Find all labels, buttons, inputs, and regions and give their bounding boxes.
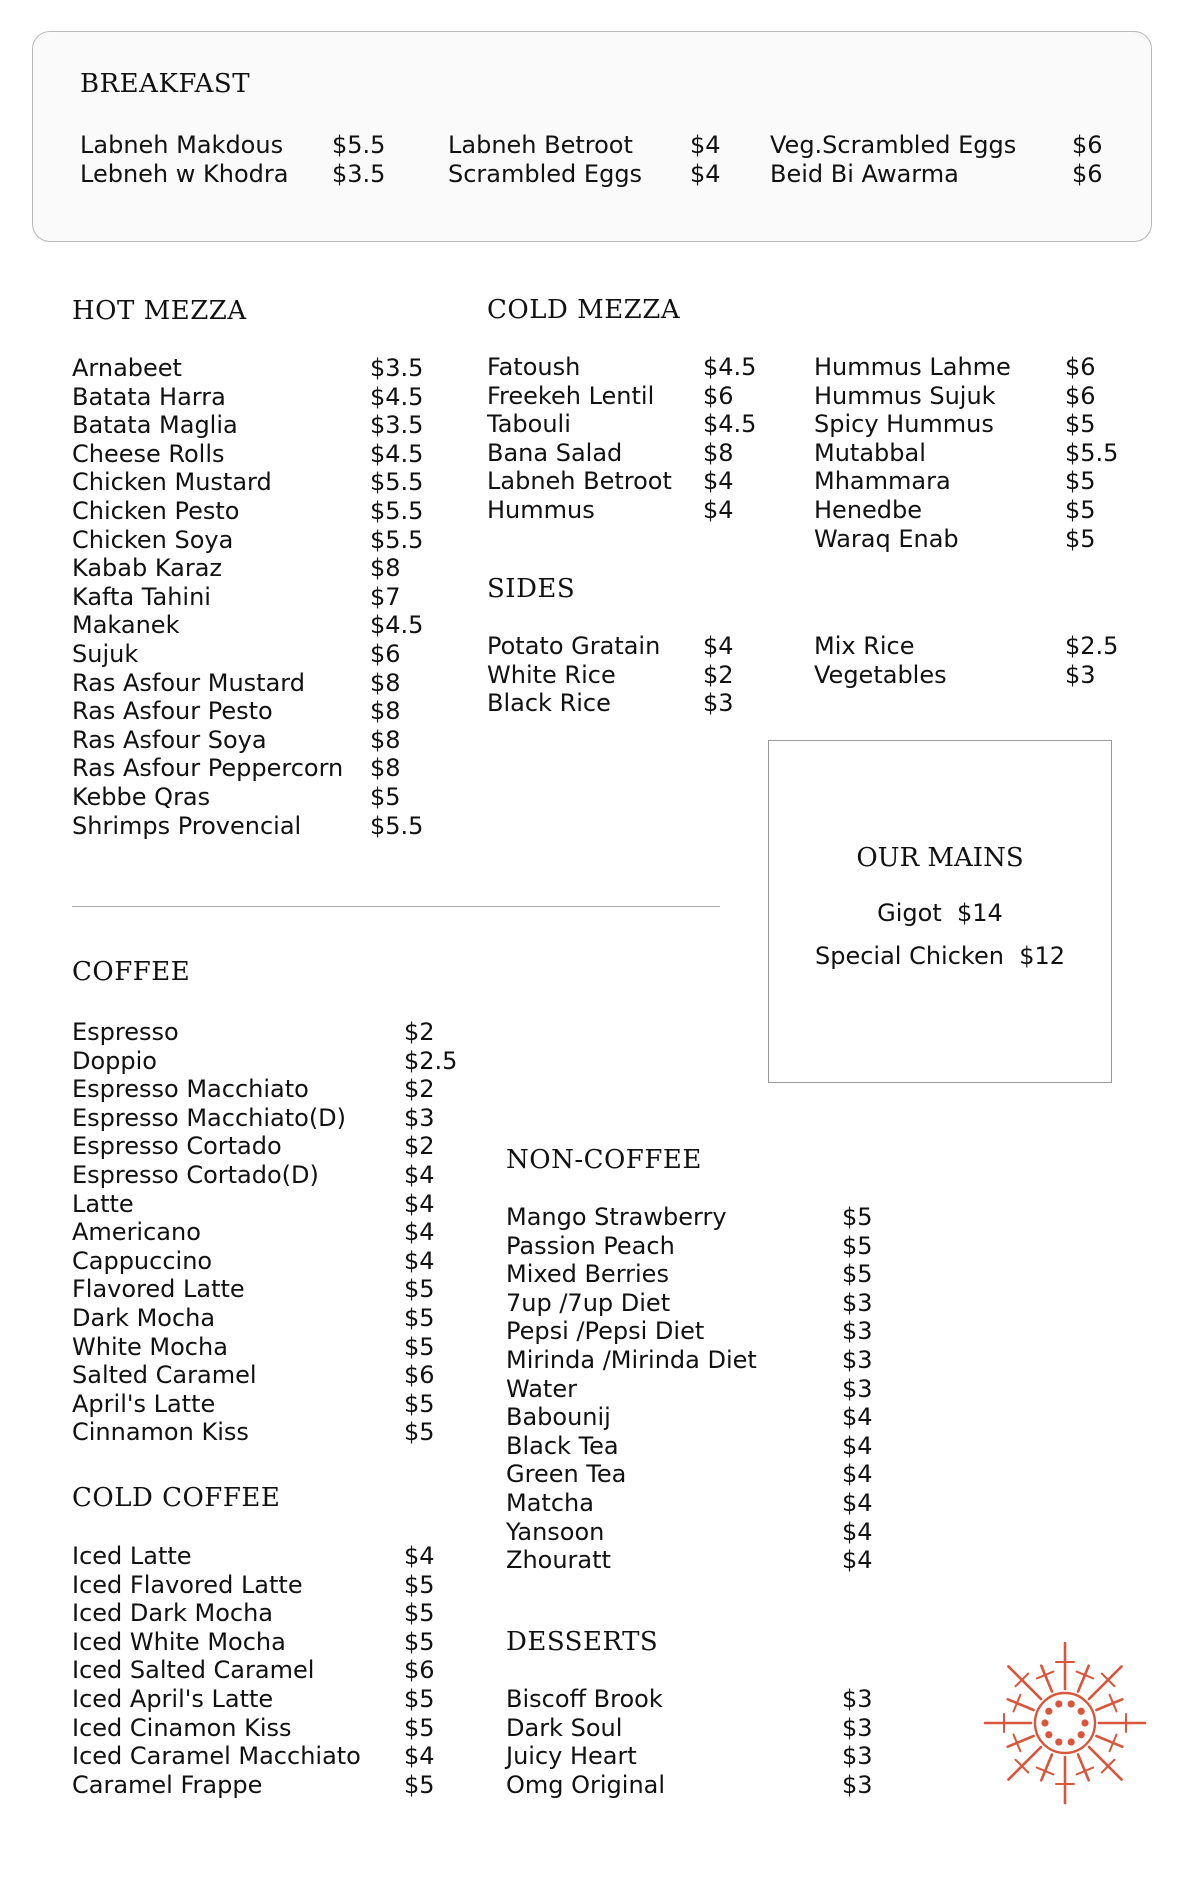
menu-item	[487, 467, 767, 496]
menu-item-name: Passion Peach	[506, 1231, 675, 1260]
menu-item-price: $4.5	[370, 439, 424, 468]
menu-item	[72, 1571, 472, 1600]
menu-item	[80, 131, 400, 160]
logo-mark	[1096, 1736, 1122, 1747]
menu-item-price: $4	[404, 1246, 435, 1275]
menu-item-name: Mix Rice	[814, 632, 915, 660]
menu-item-name: Lebneh w Khodra	[80, 159, 289, 188]
menu-item-name: Beid Bi Awarma	[770, 159, 959, 188]
menu-item-price: $2.5	[1065, 632, 1119, 660]
logo-mark	[1041, 1666, 1052, 1692]
menu-item-name: Cappuccino	[72, 1246, 213, 1275]
menu-item-price: $8	[703, 438, 734, 467]
menu-item-name: Latte	[72, 1189, 134, 1218]
cold-coffee-list	[72, 1542, 472, 1799]
logo-mark	[1096, 1699, 1122, 1710]
cold-coffee-title: COLD COFFEE	[72, 1483, 281, 1513]
menu-item	[80, 160, 400, 189]
menu-item-name: Caramel Frappe	[72, 1770, 263, 1799]
menu-item-price: $7	[370, 582, 401, 611]
menu-item	[506, 1685, 906, 1714]
menu-item-price: $3	[842, 1685, 873, 1713]
menu-item-name: Vegetables	[814, 660, 947, 689]
menu-item-name: Yansoon	[506, 1517, 605, 1546]
menu-item-name: Arnabeet	[72, 354, 182, 382]
menu-item-name: Iced White Mocha	[72, 1627, 286, 1656]
menu-item	[72, 1018, 472, 1047]
menu-item	[72, 726, 432, 755]
menu-item-price: $2	[404, 1018, 435, 1046]
logo-mark	[1068, 1700, 1075, 1707]
menu-item-price: $5.5	[370, 525, 424, 554]
menu-item-price: $3	[842, 1713, 873, 1742]
menu-item-name: Dark Soul	[506, 1713, 623, 1742]
menu-item-name: Henedbe	[814, 495, 923, 524]
cold-mezza-list-left	[487, 353, 767, 525]
menu-item-name: Cheese Rolls	[72, 439, 225, 468]
menu-item-price: $5	[404, 1570, 435, 1599]
menu-item-price: $3	[703, 689, 734, 718]
menu-item	[72, 583, 432, 612]
menu-item-price: $4	[404, 1742, 435, 1771]
coffee-title: COFFEE	[72, 957, 191, 987]
menu-item-name: Hummus Sujuk	[814, 381, 996, 410]
menu-item-price: $6	[703, 381, 734, 410]
menu-item-name: Espresso Cortado(D)	[72, 1160, 319, 1189]
sides-title: SIDES	[487, 574, 576, 604]
menu-item-name: Chicken Mustard	[72, 468, 272, 497]
menu-item-name: Matcha	[506, 1488, 594, 1517]
menu-item	[72, 1104, 472, 1133]
menu-item	[506, 1317, 906, 1346]
menu-item-name: Mixed Berries	[506, 1260, 669, 1289]
menu-item-name: 7up /7up Diet	[506, 1288, 671, 1317]
menu-item-name: Water	[506, 1374, 577, 1403]
menu-item	[72, 497, 432, 526]
menu-item	[72, 1656, 472, 1685]
non-coffee-list	[506, 1203, 906, 1575]
menu-item-name: Espresso Macchiato	[72, 1075, 309, 1104]
menu-item	[72, 1418, 472, 1447]
menu-item-name: Biscoff Brook	[506, 1685, 663, 1713]
logo-mark	[1045, 1731, 1052, 1738]
menu-item	[814, 525, 1144, 554]
menu-item-price: $6	[1072, 131, 1103, 159]
menu-item	[72, 1390, 472, 1419]
menu-item	[72, 1075, 472, 1104]
menu-item	[72, 754, 432, 783]
menu-item-name: Kabab Karaz	[72, 554, 223, 583]
menu-item-price: $3.5	[370, 354, 424, 382]
logo-mark	[1008, 1666, 1041, 1699]
menu-item	[506, 1546, 906, 1575]
menu-item	[506, 1289, 906, 1318]
menu-item	[72, 1047, 472, 1076]
menu-item-name: Iced Cinamon Kiss	[72, 1713, 292, 1742]
menu-item	[506, 1742, 906, 1771]
menu-item-price: $5.5	[370, 811, 424, 840]
menu-item-price: $5.5	[1065, 438, 1119, 467]
menu-item-price: $3.5	[332, 159, 386, 188]
menu-item-name: Black Tea	[506, 1431, 619, 1460]
menu-item-price: $3	[842, 1317, 873, 1346]
menu-item-price: $3	[842, 1345, 873, 1374]
menu-item-price: $4	[690, 159, 721, 188]
logo-mark	[1078, 1731, 1085, 1738]
menu-item	[487, 632, 767, 661]
menu-item	[448, 131, 748, 160]
menu-item-price: $5	[370, 782, 401, 811]
menu-item-name: Cinnamon Kiss	[72, 1418, 249, 1447]
menu-item-name: Pepsi /Pepsi Diet	[506, 1317, 705, 1346]
menu-item	[814, 382, 1144, 411]
menu-item-price: $5	[404, 1303, 435, 1332]
menu-item-name: Ras Asfour Pesto	[72, 697, 273, 726]
menu-item-price: $5	[404, 1418, 435, 1447]
menu-item-name: Iced Latte	[72, 1542, 192, 1570]
menu-item	[72, 783, 432, 812]
logo-mark	[1055, 1700, 1062, 1707]
menu-item-price: $6	[370, 639, 401, 668]
menu-item-price: $5	[404, 1389, 435, 1418]
menu-item	[506, 1232, 906, 1261]
menu-item	[72, 1333, 472, 1362]
menu-item	[72, 669, 432, 698]
menu-item	[72, 1132, 472, 1161]
menu-item-name: Spicy Hummus	[814, 410, 994, 439]
menu-item-price: $5	[404, 1332, 435, 1361]
menu-item-price: $5	[842, 1231, 873, 1260]
menu-item-price: $3	[404, 1103, 435, 1132]
menu-item	[72, 1190, 472, 1219]
menu-item-price: $6	[404, 1361, 435, 1390]
menu-item	[487, 689, 767, 718]
menu-item	[72, 1247, 472, 1276]
desserts-title: DESSERTS	[506, 1627, 659, 1657]
menu-item	[72, 354, 432, 383]
mains-item	[769, 899, 1111, 927]
menu-item-price: $2	[404, 1075, 435, 1104]
menu-item-name: Babounij	[506, 1403, 611, 1432]
menu-item	[814, 439, 1144, 468]
mains-item-name: Special Chicken	[814, 942, 1004, 970]
mains-item	[769, 942, 1111, 970]
menu-item-name: Mutabbal	[814, 438, 926, 467]
menu-item	[506, 1460, 906, 1489]
cold-mezza-list-right	[814, 353, 1144, 553]
menu-item-name: Fatoush	[487, 353, 581, 381]
menu-item-name: Chicken Pesto	[72, 496, 240, 525]
menu-item	[72, 1685, 472, 1714]
menu-item-name: Waraq Enab	[814, 524, 959, 553]
menu-item	[72, 1304, 472, 1333]
logo-mark	[1089, 1747, 1122, 1780]
menu-item	[72, 1714, 472, 1743]
menu-item-price: $5	[1065, 495, 1096, 524]
menu-item	[72, 383, 432, 412]
menu-item-price: $5	[404, 1627, 435, 1656]
menu-item-price: $4.5	[703, 410, 757, 439]
menu-item	[770, 131, 1110, 160]
breakfast-column-3	[770, 131, 1110, 188]
menu-item-name: White Mocha	[72, 1332, 228, 1361]
hot-mezza-list	[72, 354, 432, 840]
menu-item-name: Tabouli	[487, 410, 571, 439]
menu-item-price: $8	[370, 554, 401, 583]
menu-item-name: Iced Caramel Macchiato	[72, 1742, 361, 1771]
logo-mark	[1055, 1738, 1062, 1745]
menu-item-name: Ras Asfour Mustard	[72, 668, 305, 697]
menu-item-price: $4.5	[703, 353, 757, 381]
menu-item-price: $8	[370, 668, 401, 697]
menu-item-name: Kafta Tahini	[72, 582, 211, 611]
menu-item-price: $5	[842, 1260, 873, 1289]
logo-mark	[1041, 1719, 1048, 1726]
menu-item	[72, 526, 432, 555]
menu-item-price: $4	[404, 1189, 435, 1218]
logo-mark	[1078, 1754, 1089, 1780]
menu-item-name: Sujuk	[72, 639, 139, 668]
menu-item-name: Labneh Makdous	[80, 131, 284, 159]
logo-mark	[1078, 1666, 1089, 1692]
menu-item-price: $5.5	[370, 468, 424, 497]
menu-item-name: Veg.Scrambled Eggs	[770, 131, 1017, 159]
menu-item	[487, 439, 767, 468]
menu-item	[814, 410, 1144, 439]
menu-item-name: Mango Strawberry	[506, 1203, 727, 1231]
menu-item-price: $5	[842, 1203, 873, 1231]
menu-item-name: Doppio	[72, 1046, 157, 1075]
menu-item-price: $3	[842, 1742, 873, 1771]
menu-item-price: $5	[404, 1684, 435, 1713]
cold-mezza-title: COLD MEZZA	[487, 295, 681, 325]
menu-item-name: Hummus Lahme	[814, 353, 1011, 381]
menu-item-price: $6	[1072, 159, 1103, 188]
menu-item-name: Americano	[72, 1218, 201, 1247]
menu-item-price: $8	[370, 697, 401, 726]
menu-item	[487, 496, 767, 525]
menu-item-price: $4	[842, 1546, 873, 1575]
menu-item-name: Iced April's Latte	[72, 1684, 274, 1713]
menu-item-price: $4	[703, 467, 734, 496]
logo-mark	[1008, 1747, 1041, 1780]
menu-item-price: $2	[404, 1132, 435, 1161]
logo-mark	[1081, 1719, 1088, 1726]
menu-item	[506, 1403, 906, 1432]
non-coffee-title: NON-COFFEE	[506, 1145, 702, 1175]
menu-item	[72, 440, 432, 469]
menu-item	[506, 1432, 906, 1461]
menu-item-name: Labneh Betroot	[487, 467, 672, 496]
menu-item-price: $4	[703, 495, 734, 524]
menu-item-price: $5	[1065, 467, 1096, 496]
menu-item-name: Hummus	[487, 495, 595, 524]
mains-section	[768, 740, 1112, 1083]
mains-item-price: $14	[957, 899, 1003, 927]
menu-item	[814, 467, 1144, 496]
menu-item-price: $4	[703, 632, 734, 660]
menu-item	[72, 1275, 472, 1304]
menu-item	[506, 1375, 906, 1404]
menu-item-name: Ras Asfour Peppercorn	[72, 754, 344, 783]
menu-item	[72, 1771, 472, 1800]
logo-mark	[1041, 1754, 1052, 1780]
menu-item	[814, 632, 1144, 661]
logo-mark	[1078, 1708, 1085, 1715]
menu-item	[72, 468, 432, 497]
menu-item-price: $5	[1065, 410, 1096, 439]
menu-item-name: Scrambled Eggs	[448, 159, 643, 188]
menu-item	[506, 1518, 906, 1547]
menu-item-name: Potato Gratain	[487, 632, 661, 660]
menu-item	[487, 661, 767, 690]
menu-item	[72, 697, 432, 726]
menu-item	[487, 382, 767, 411]
menu-item-price: $6	[404, 1656, 435, 1685]
menu-item	[506, 1489, 906, 1518]
menu-item-name: Iced Dark Mocha	[72, 1599, 273, 1628]
menu-item	[506, 1203, 906, 1232]
menu-item-name: White Rice	[487, 660, 616, 689]
menu-item	[72, 1218, 472, 1247]
menu-item-name: Makanek	[72, 611, 180, 640]
menu-item	[814, 353, 1144, 382]
menu-item-price: $8	[370, 725, 401, 754]
menu-item	[814, 661, 1144, 690]
menu-item	[72, 1599, 472, 1628]
menu-item-price: $4	[404, 1160, 435, 1189]
sides-list-left	[487, 632, 767, 718]
menu-item	[487, 410, 767, 439]
sides-list-right	[814, 632, 1144, 689]
menu-item-price: $5.5	[332, 131, 386, 159]
menu-item-name: Batata Maglia	[72, 411, 238, 440]
menu-item-name: Salted Caramel	[72, 1361, 257, 1390]
menu-item-price: $4	[842, 1517, 873, 1546]
mains-item-price: $12	[1019, 942, 1066, 970]
menu-item-price: $3	[842, 1374, 873, 1403]
menu-item-price: $3	[1065, 660, 1096, 689]
menu-item-name: Shrimps Provencial	[72, 811, 302, 840]
coffee-list	[72, 1018, 472, 1447]
breakfast-column-1	[80, 131, 400, 188]
menu-item-name: Espresso Macchiato(D)	[72, 1103, 347, 1132]
menu-item-price: $3	[842, 1770, 873, 1799]
menu-item-price: $3	[842, 1288, 873, 1317]
menu-item-price: $6	[1065, 353, 1096, 381]
menu-item-name: Black Rice	[487, 689, 611, 718]
section-divider	[72, 906, 720, 907]
menu-item	[506, 1714, 906, 1743]
menu-item-name: April's Latte	[72, 1389, 216, 1418]
menu-item-name: Iced Flavored Latte	[72, 1570, 303, 1599]
menu-item	[72, 812, 432, 841]
mains-item-name: Gigot	[877, 899, 942, 927]
menu-item	[487, 353, 767, 382]
menu-item-price: $2	[703, 660, 734, 689]
menu-item	[72, 1742, 472, 1771]
logo-mark	[1008, 1699, 1034, 1710]
desserts-list	[506, 1685, 906, 1799]
menu-item-name: Batata Harra	[72, 382, 226, 411]
menu-item-name: Juicy Heart	[506, 1742, 637, 1771]
menu-item-name: Zhouratt	[506, 1546, 611, 1575]
menu-item-name: Iced Salted Caramel	[72, 1656, 315, 1685]
menu-item-price: $4	[842, 1431, 873, 1460]
menu-item	[448, 160, 748, 189]
breakfast-column-2	[448, 131, 748, 188]
menu-item-price: $3.5	[370, 411, 424, 440]
breakfast-title: BREAKFAST	[80, 69, 251, 99]
menu-item-price: $2.5	[404, 1046, 458, 1075]
menu-item-name: Flavored Latte	[72, 1275, 245, 1304]
menu-item-price: $4	[404, 1542, 435, 1570]
menu-item	[72, 1361, 472, 1390]
menu-item-price: $4	[404, 1218, 435, 1247]
sun-burst-logo-icon	[980, 1638, 1150, 1808]
menu-item-price: $5	[404, 1770, 435, 1799]
menu-item-price: $6	[1065, 381, 1096, 410]
menu-item-name: Freekeh Lentil	[487, 381, 655, 410]
menu-item-name: Green Tea	[506, 1460, 627, 1489]
menu-item-price: $4.5	[370, 382, 424, 411]
menu-item-name: Mirinda /Mirinda Diet	[506, 1345, 757, 1374]
menu-item	[72, 1628, 472, 1657]
menu-item-price: $4	[690, 131, 721, 159]
menu-item	[814, 496, 1144, 525]
menu-item	[72, 554, 432, 583]
menu-item-name: Chicken Soya	[72, 525, 234, 554]
logo-mark	[1045, 1708, 1052, 1715]
menu-item	[72, 611, 432, 640]
menu-item-price: $5	[404, 1713, 435, 1742]
menu-item-price: $8	[370, 754, 401, 783]
menu-item	[72, 1161, 472, 1190]
menu-item-price: $4.5	[370, 611, 424, 640]
menu-item-name: Bana Salad	[487, 438, 623, 467]
menu-item-name: Ras Asfour Soya	[72, 725, 267, 754]
menu-item	[506, 1260, 906, 1289]
logo-mark	[1008, 1736, 1034, 1747]
menu-item	[72, 411, 432, 440]
menu-item	[770, 160, 1110, 189]
logo-mark	[1068, 1738, 1075, 1745]
menu-item-price: $4	[842, 1488, 873, 1517]
menu-item-price: $5.5	[370, 496, 424, 525]
menu-item-price: $5	[404, 1599, 435, 1628]
menu-item	[506, 1771, 906, 1800]
menu-item-name: Omg Original	[506, 1770, 666, 1799]
menu-item	[72, 640, 432, 669]
menu-item-price: $5	[1065, 524, 1096, 553]
hot-mezza-title: HOT MEZZA	[72, 296, 247, 326]
menu-item-price: $4	[842, 1403, 873, 1432]
logo-mark	[1089, 1666, 1122, 1699]
menu-item-price: $5	[404, 1275, 435, 1304]
menu-item	[72, 1542, 472, 1571]
menu-item-name: Mhammara	[814, 467, 951, 496]
menu-item-name: Dark Mocha	[72, 1303, 216, 1332]
menu-item-price: $4	[842, 1460, 873, 1489]
menu-item-name: Labneh Betroot	[448, 131, 633, 159]
menu-item-name: Espresso	[72, 1018, 179, 1046]
menu-item	[506, 1346, 906, 1375]
menu-item-name: Espresso Cortado	[72, 1132, 282, 1161]
menu-item-name: Kebbe Qras	[72, 782, 211, 811]
mains-title: OUR MAINS	[856, 843, 1024, 873]
